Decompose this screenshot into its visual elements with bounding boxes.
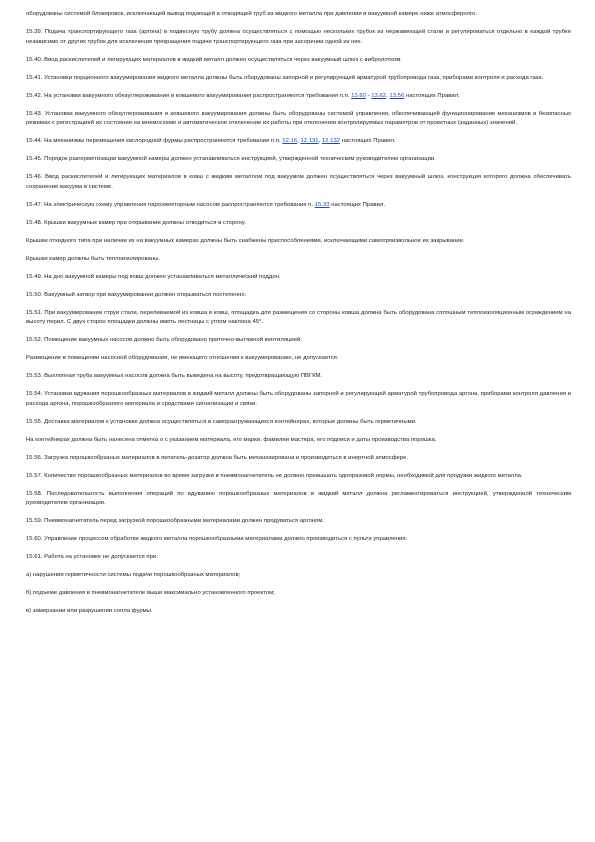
paragraph-text: Размещение в помещении насосной оборудования, не имеющего отношения к вакуумированию, не допускается. [26,355,339,362]
paragraph [26,219,571,229]
paragraph-text: 15.48. Крышки вакуумных камер при открывании должны отводиться в сторону. [26,219,246,226]
paragraph [26,517,571,527]
paragraph [26,309,571,328]
paragraph-text: , [318,138,322,145]
paragraph [26,390,571,409]
paragraph-text: 15.49. На дно вакуумной камеры под ковш должен устанавливаться металлический поддон. [26,273,281,280]
paragraph-text: 15.56. Загрузка порошкообразных материалов в питатель-дозатор должна быть механизирована и производиться в инертной атмосфере. [26,454,409,461]
paragraph [26,201,571,211]
paragraph [26,28,571,47]
paragraph [26,74,571,84]
paragraph-text: 15.44. На механизмы перемещения кислородной фурмы распространяются требования п.п. [26,138,283,145]
rule-reference-link[interactable]: 13.60 [351,92,366,99]
paragraph [26,155,571,165]
paragraph [26,336,571,346]
paragraph-text: 15.60. Управление процессом обработки жидкого металла порошкообразными материалами должно производиться с пульта управления. [26,536,408,543]
paragraph [26,110,571,129]
rule-reference-link[interactable]: 15.33 [314,201,330,208]
paragraph-text: оборудованы системой блокировок, исключающей вывод подающей и отводящей труб из жидкого металла при давлении в вакуумной камере ниже атмосферного. [26,11,477,17]
paragraph [26,137,571,147]
paragraph [26,273,571,283]
paragraph [26,535,571,545]
paragraph-text: б) подъеме давления в пневмонагнетателе выше максимально установленного проектом; [26,590,275,597]
rule-reference-link[interactable]: 12.16 [282,138,298,145]
paragraph-text: настоящих Правил. [340,138,396,145]
paragraph-text: 15.42. На установки вакуумного обезуглероживания и ковшевого вакуумирования распространяются требования п.п. [26,92,352,99]
paragraph-text: 15.59. Пневмонагнетатель перед загрузкой порошкообразными материалами должен продуваться аргоном. [26,518,325,525]
paragraph [26,454,571,464]
paragraph-text: 15.58. Последовательность выполнения операций по вдуванию порошкообразных материалов в жидкий металл должна регламентироваться инструкцией, утвержденной техническим руководителем организации. [26,490,571,507]
paragraph-text: а) нарушении герметичности системы подачи порошкообразных материалов; [26,572,241,579]
paragraph-text: 15.41. Установки порционного вакуумирования жидкого металла должны быть оборудованы запорной и регулирующей арматурой трубопровода газа, приборами контроля и расхода газа. [26,74,544,81]
paragraph-text: Крышки откидного типа при наличии их на вакуумных камерах должны быть снабжены приспособлениями, исключающими самопроизвольное их закрывание. [26,237,465,244]
paragraph [26,418,571,428]
paragraph-text: 15.55. Доставка материалов к установке должна осуществляться в саморазгружающихся контейнерах, которые должны быть герметичными. [26,418,417,425]
paragraph-text: , [386,92,390,99]
paragraph-text: 15.43. Установки вакуумного обезуглероживания и ковшевого вакуумирования должны быть оборудованы системой управления, обеспечивающей функционирование механизмов в безопасных режимах с регистрацией их состояния на мнемосхеме и автоматическое отключение их работы при отклонении контролируемых параметров от проектных (заданных) значений. [26,110,571,127]
paragraph [26,237,571,247]
paragraph [26,56,571,66]
paragraph-text: 15.51. При вакуумировании струи стали, переливаемой из ковша в ковш, площадка для размещения со стороны ковша должна быть оборудована сплошным теплоизоляционным ограждением на высоту перил. С двух сторон площадки должны иметь лестницы с углом наклона 45°. [26,309,571,326]
paragraph [26,92,571,102]
rule-reference-link[interactable]: 12.132 [321,138,341,145]
paragraph [26,10,571,20]
paragraph-text: Крышки камер должны быть теплоизолированы. [26,255,161,262]
paragraph [26,255,571,265]
rule-reference-link[interactable]: 13.62 [371,92,387,99]
paragraph [26,589,571,599]
paragraph [26,472,571,482]
paragraph [26,354,571,364]
paragraph-text: 15.47. На электрическую схему управления пароэжекторным насосом распространяются требования п. [26,201,315,208]
paragraph-text: 15.40. Ввод раскислителей и легирующих материалов в жидкий металл должен осуществляться через вакуумный шлюз с вибролотком. [26,56,402,63]
paragraph [26,436,571,446]
paragraph-text: 15.50. Вакуумный затвор при вакуумировании должен открываться постепенно. [26,291,247,298]
paragraph [26,173,571,192]
rule-reference-link[interactable]: 13.56 [389,92,405,99]
paragraph-text: 15.54. Установки вдувания порошкообразных материалов в жидкий металл должны быть оборудованы запорной и регулирующей арматурой трубопровода аргона, приборами контроля давления и расхода аргона, порошкообразного материала и средствами сигнализации и связи. [26,391,571,407]
paragraph-text: 15.39. Подача транспортирующего газа (аргона) в подвесную трубу должна осуществляться с помощью нескольких трубок из нержавеющей стали и регулироваться отдельно в каждой трубке независимо от других трубок для исключения прекращения подачи транспортирующего газа при засорении одной из них. [26,28,571,45]
paragraph-text: - [365,92,372,99]
paragraph-text: 15.53. Выхлопная труба вакуумных насосов должна быть выведена на высоту, предотвращающую ПВГКМ. [26,373,323,380]
paragraph-text: в) замерзании или разрушении сопла фурмы. [26,608,153,615]
paragraph [26,607,571,617]
paragraph [26,490,571,509]
paragraph-text: настоящих Правил. [329,201,386,208]
paragraph-text: 15.45. Порядок разгерметизации вакуумной камеры должен устанавливаться инструкцией, утвержденной техническим руководителем организации. [26,156,436,163]
paragraph-text: 15.57. Количество порошкообразных материалов во время загрузки в пневмонагнетатель не должно превышать одноразовой нормы, необходимой для продувки жидкого металла. [26,472,523,479]
paragraph-text: настоящих Правил. [404,92,460,99]
paragraph [26,553,571,563]
paragraph-text: , [297,138,301,145]
paragraph-text: На контейнерах должна быть нанесена отметка о с указанием материала, его марки, фамилии мастера, его подписи и даты производства порошка. [26,436,437,443]
paragraph-text: 15.52. Помещение вакуумных насосов должно быть оборудовано приточно-вытяжной вентиляцией. [26,337,302,344]
paragraph-text: 15.61. Работа на установке не допускается при: [26,554,158,561]
paragraph-text: 15.46. Ввод раскислителей и легирующих материалов в ковш с жидким металлом под вакуумом должен осуществляться через вакуумный шлюз, конструкция которого должна обеспечивать сохранение вакуума в системе. [26,174,571,190]
paragraph [26,291,571,301]
rule-reference-link[interactable]: 12.131 [300,138,319,145]
paragraph [26,372,571,382]
paragraph [26,571,571,581]
